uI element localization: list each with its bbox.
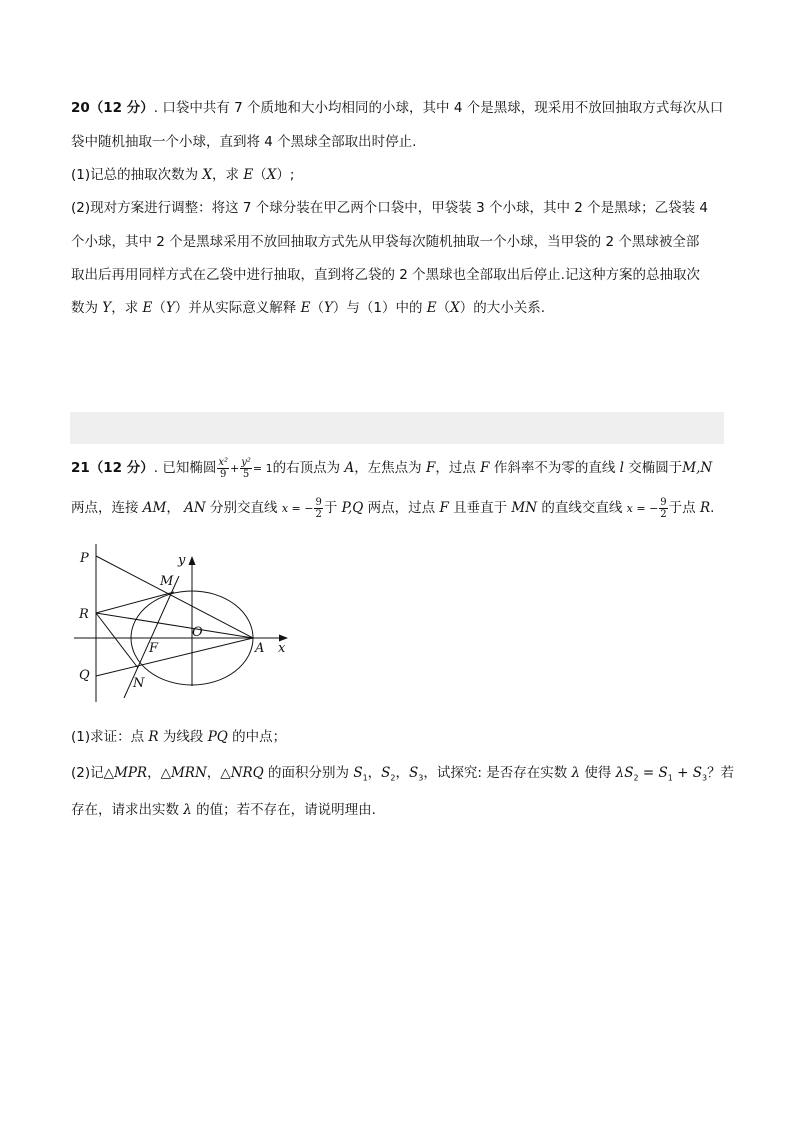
text: (1)记总的抽取次数为 bbox=[71, 167, 203, 183]
var-S1: S bbox=[353, 765, 363, 781]
q20-stem-2: 袋中随机抽取一个小球，直到将 4 个黑球全部取出时停止. bbox=[71, 134, 417, 150]
text: ， bbox=[367, 765, 382, 781]
label-y: y bbox=[178, 553, 186, 568]
text: 使得 bbox=[580, 765, 616, 781]
text: ，求 bbox=[111, 300, 143, 316]
var-Y: Y bbox=[323, 300, 333, 316]
var-E: E bbox=[243, 167, 254, 183]
text: (2)记△ bbox=[71, 765, 115, 781]
label-F: F bbox=[149, 641, 159, 656]
text: ，△ bbox=[206, 765, 231, 781]
denominator: 2 bbox=[315, 508, 322, 520]
var-MN: MN bbox=[511, 500, 538, 516]
text: 的右顶点为 bbox=[272, 460, 345, 476]
text: 两点，连接 bbox=[71, 500, 143, 516]
var-E: E bbox=[426, 300, 437, 316]
text: ，左焦点为 bbox=[354, 460, 426, 476]
text: 的面积分别为 bbox=[263, 765, 354, 781]
text: 于 bbox=[323, 500, 342, 516]
text: （ bbox=[436, 300, 451, 316]
text: 交椭圆于 bbox=[623, 460, 683, 476]
text: 分别交直线 bbox=[205, 500, 282, 516]
q20-part-2-line-4 bbox=[71, 298, 545, 318]
text: 的直线交直线 bbox=[537, 500, 627, 516]
ellipse-figure bbox=[70, 540, 300, 705]
text: ）并从实际意义解释 bbox=[174, 300, 301, 316]
text: 的值；若不存在，请说明理由. bbox=[191, 802, 376, 818]
q21-number: 21（12 分） bbox=[71, 460, 154, 476]
text: 作斜率不为零的直线 bbox=[489, 460, 620, 476]
var-F: F bbox=[439, 500, 449, 516]
numerator: 9 bbox=[315, 496, 322, 508]
text: （ bbox=[152, 300, 166, 316]
var-X: X bbox=[266, 167, 277, 183]
var-S2: S bbox=[381, 765, 391, 781]
denominator: 5 bbox=[242, 468, 250, 480]
text: 存在，请求出实数 bbox=[71, 802, 184, 818]
q20-part-2-line-1 bbox=[71, 198, 708, 218]
subscript: 3 bbox=[701, 773, 708, 783]
expr-S: = S bbox=[638, 765, 668, 781]
fraction-9-over-2 bbox=[659, 497, 667, 520]
var-MPR: MPR bbox=[114, 765, 148, 781]
text: ）与（1）中的 bbox=[332, 300, 427, 316]
numerator: 9 bbox=[660, 496, 667, 508]
text: ， bbox=[166, 500, 185, 516]
text: . bbox=[710, 500, 715, 516]
line-equation: x = − bbox=[626, 502, 659, 515]
subscript: 2 bbox=[633, 773, 639, 783]
numerator: y² bbox=[241, 456, 251, 468]
var-X: X bbox=[202, 167, 213, 183]
text: 两点，过点 bbox=[363, 500, 440, 516]
subscript: 1 bbox=[362, 773, 368, 783]
q20-part-2-line-2 bbox=[71, 232, 699, 252]
var-X: X bbox=[450, 300, 460, 316]
var-l: l bbox=[619, 460, 624, 476]
text: ， bbox=[395, 765, 410, 781]
var-Y: Y bbox=[165, 300, 175, 316]
subscript: 3 bbox=[418, 773, 424, 783]
subscript: 2 bbox=[390, 773, 396, 783]
plus-sign: + bbox=[230, 462, 240, 475]
text: 的中点； bbox=[227, 729, 287, 745]
denominator: 2 bbox=[660, 508, 667, 520]
text: ，求 bbox=[212, 167, 244, 183]
line-equation: x = − bbox=[281, 502, 314, 515]
fraction-y2-over-5 bbox=[240, 457, 252, 480]
numerator: x² bbox=[218, 456, 229, 468]
text: 数为 bbox=[71, 300, 103, 316]
var-E: E bbox=[142, 300, 153, 316]
var-lambda: λ bbox=[183, 802, 192, 818]
subscript: 1 bbox=[667, 773, 673, 783]
var-F: F bbox=[480, 460, 490, 476]
text: ，试探究: 是否存在实数 bbox=[423, 765, 572, 781]
line-RN bbox=[96, 613, 138, 668]
text: ）; bbox=[276, 167, 295, 183]
text: 于点 bbox=[668, 500, 700, 516]
text: （ bbox=[253, 167, 267, 183]
q21-line-2 bbox=[71, 492, 714, 525]
q20-line-1 bbox=[71, 98, 723, 118]
text: . 已知椭圆 bbox=[153, 460, 217, 476]
var-S3: S bbox=[409, 765, 419, 781]
label-A: A bbox=[255, 641, 265, 656]
var-AM: AM bbox=[142, 500, 167, 516]
text: (2)现对方案进行调整：将这 7 个球分装在甲乙两个口袋中，甲袋装 3 个小球，其中 2 个是黑球；乙袋装 4 bbox=[71, 200, 709, 216]
equals-one: = 1 bbox=[252, 462, 273, 475]
text: 个小球，其中 2 个是黑球采用不放回抽取方式先从甲袋每次随机抽取一个小球，当甲袋的 2 个黑球被全部 bbox=[71, 234, 700, 250]
q20-part-2-line-3 bbox=[71, 265, 700, 285]
label-P: P bbox=[80, 551, 89, 566]
label-R: R bbox=[79, 607, 89, 622]
q21-line-1 bbox=[71, 452, 712, 485]
var-lambda: λ bbox=[571, 765, 581, 781]
q21-part-2-line-2 bbox=[71, 800, 376, 820]
q21-part-1 bbox=[71, 727, 286, 747]
label-Q: Q bbox=[79, 668, 90, 683]
var-A: A bbox=[344, 460, 355, 476]
text: ？若 bbox=[707, 765, 735, 781]
q20-line-2 bbox=[71, 132, 416, 152]
q20-number: 20（12 分） bbox=[71, 100, 154, 116]
answer-space-band bbox=[70, 412, 724, 444]
var-PQ: PQ bbox=[207, 729, 228, 745]
var-MN: M,N bbox=[682, 460, 713, 476]
var-MRN: MRN bbox=[170, 765, 207, 781]
line-RM bbox=[96, 592, 174, 613]
text: （ bbox=[310, 300, 324, 316]
fraction-x2-over-9 bbox=[217, 457, 229, 480]
q20-part-1 bbox=[71, 165, 294, 185]
text: (1)求证：点 bbox=[71, 729, 149, 745]
text: 且垂直于 bbox=[448, 500, 512, 516]
var-R: R bbox=[699, 500, 711, 516]
label-M: M bbox=[160, 574, 174, 589]
y-axis-arrow bbox=[189, 556, 196, 565]
text: ，△ bbox=[147, 765, 171, 781]
text: 取出后再用同样方式在乙袋中进行抽取，直到将乙袋的 2 个黑球也全部取出后停止.记这种方案的总抽取次 bbox=[71, 267, 700, 283]
var-F: F bbox=[425, 460, 436, 476]
expr-lambda-S: λS bbox=[615, 765, 634, 781]
var-Y: Y bbox=[102, 300, 112, 316]
var-PQ: P,Q bbox=[341, 500, 364, 516]
label-x: x bbox=[278, 641, 286, 656]
fraction-9-over-2 bbox=[314, 497, 322, 520]
var-NRQ: NRQ bbox=[230, 765, 264, 781]
var-AN: AN bbox=[184, 500, 206, 516]
text: ，过点 bbox=[435, 460, 481, 476]
denominator: 9 bbox=[220, 468, 227, 480]
q21-part-2-line-1 bbox=[71, 763, 734, 789]
label-N: N bbox=[133, 676, 145, 691]
expr-S: + S bbox=[672, 765, 702, 781]
text: ）的大小关系. bbox=[459, 300, 546, 316]
var-R: R bbox=[148, 729, 159, 745]
text: 为线段 bbox=[158, 729, 208, 745]
q20-stem-1: . 口袋中共有 7 个质地和大小均相同的小球，其中 4 个是黑球，现采用不放回抽取方式每次从口 bbox=[153, 100, 724, 116]
label-O: O bbox=[192, 625, 203, 640]
var-E: E bbox=[300, 300, 311, 316]
